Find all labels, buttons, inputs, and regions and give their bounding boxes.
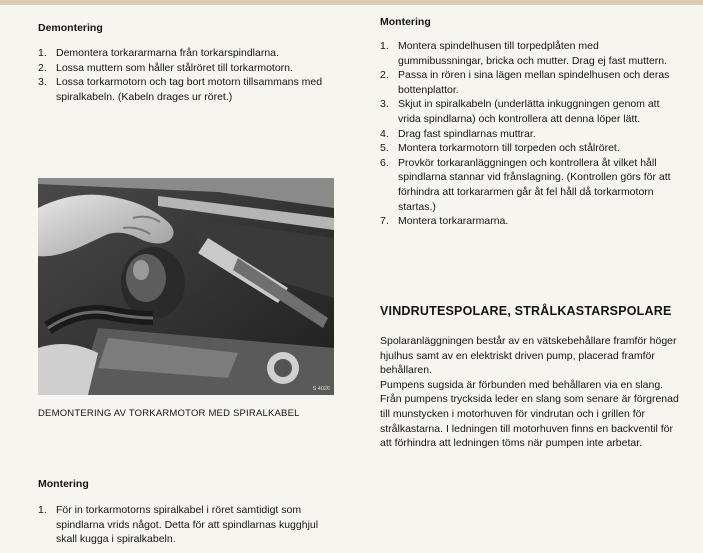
step-number: 1. [38, 504, 47, 516]
step-number: 1. [38, 47, 47, 59]
paragraph-1: Spolaranläggningen består av en vätskebehållare framför höger hjulhus samt av en elektriskt driven pump, placerad framför behållaren. [380, 335, 677, 377]
list-item [380, 127, 680, 142]
step-text: Drag fast spindlarnas muttrar. [398, 127, 536, 140]
step-number: 4. [380, 127, 389, 140]
step-text: För in torkarmotorns spiralkabel i röret samtidigt som spindlarna vrids något. Detta för att spindlarnas kugghjul skall kugga i spiralkabeln. [56, 504, 319, 546]
step-number: 3. [38, 76, 47, 89]
step-number: 2. [380, 69, 389, 82]
right-montering-list [380, 39, 680, 229]
right-montering-section [380, 16, 680, 229]
left-montering-heading: Montering [38, 478, 89, 490]
step-text: Passa in rören i sina lägen mellan spindelhusen och deras bottenplattor. [398, 69, 670, 96]
left-montering-section [38, 478, 338, 547]
left-montering-list [38, 503, 338, 547]
list-item [380, 68, 680, 97]
step-text: Provkör torkaranläggningen och kontrollera åt vilket håll spindlarna stannar vid frånslagning. (Kontrollen görs för att förhindra att torkararmen går åt fel håll då torkarmotorn startas.) [398, 156, 671, 213]
scan-edge [0, 0, 703, 5]
step-text: Skjut in spiralkabeln (underlätta inkuggningen genom att vrida spindlarna) och kontrollera att denna löper lätt. [398, 98, 660, 125]
step-text: Montera spindelhusen till torpedplåten med gummibussningar, bricka och mutter. Drag ej fast muttern. [398, 40, 668, 67]
list-item [38, 46, 338, 61]
list-item [380, 156, 680, 214]
step-number: 6. [380, 156, 389, 169]
list-item [38, 503, 338, 547]
step-number: 1. [380, 40, 389, 52]
wiper-motor-photo [38, 178, 334, 395]
step-text: Lossa muttern som håller stålröret till torkarmotorn. [56, 61, 293, 74]
demontering-section [38, 22, 338, 104]
right-montering-heading: Montering [380, 16, 431, 28]
list-item [380, 97, 680, 126]
list-item [380, 141, 680, 156]
photo-caption: DEMONTERING AV TORKARMOTOR MED SPIRALKABEL [38, 408, 300, 419]
section-title: VINDRUTESPOLARE, STRÅLKASTARSPOLARE [380, 304, 672, 318]
photo-reference: S 4026 [312, 386, 330, 392]
engine-bay-illustration [38, 178, 334, 395]
step-number: 7. [380, 215, 389, 228]
spolare-section [380, 304, 680, 451]
list-item [380, 39, 680, 68]
list-item [38, 61, 338, 76]
step-number: 3. [380, 98, 389, 111]
step-text: Demontera torkararmarna från torkarspindlarna. [56, 47, 279, 59]
step-number: 2. [38, 61, 47, 74]
paragraph-2: Pumpens sugsida är förbunden med behållaren via en slang. Från pumpens trycksida leder en slang som senare är förgrenad till munstycken i motorhuven för vindrutan och i grillen för strålkastarna. I ledningen till motorhuven finns en backventil för att förhindra att ledningen töms när pumpen inte arbetar. [380, 378, 679, 450]
demontering-list [38, 46, 338, 104]
list-item [380, 214, 680, 229]
step-text: Lossa torkarmotorn och tag bort motorn tillsammans med spiralkabeln. (Kabeln drages ur röret.) [56, 76, 323, 103]
step-text: Montera torkarmotorn till torpeden och stålröret. [398, 142, 620, 155]
list-item [38, 75, 338, 104]
demontering-heading: Demontering [38, 22, 103, 34]
step-number: 5. [380, 142, 389, 155]
step-text: Montera torkararmarna. [398, 215, 509, 228]
